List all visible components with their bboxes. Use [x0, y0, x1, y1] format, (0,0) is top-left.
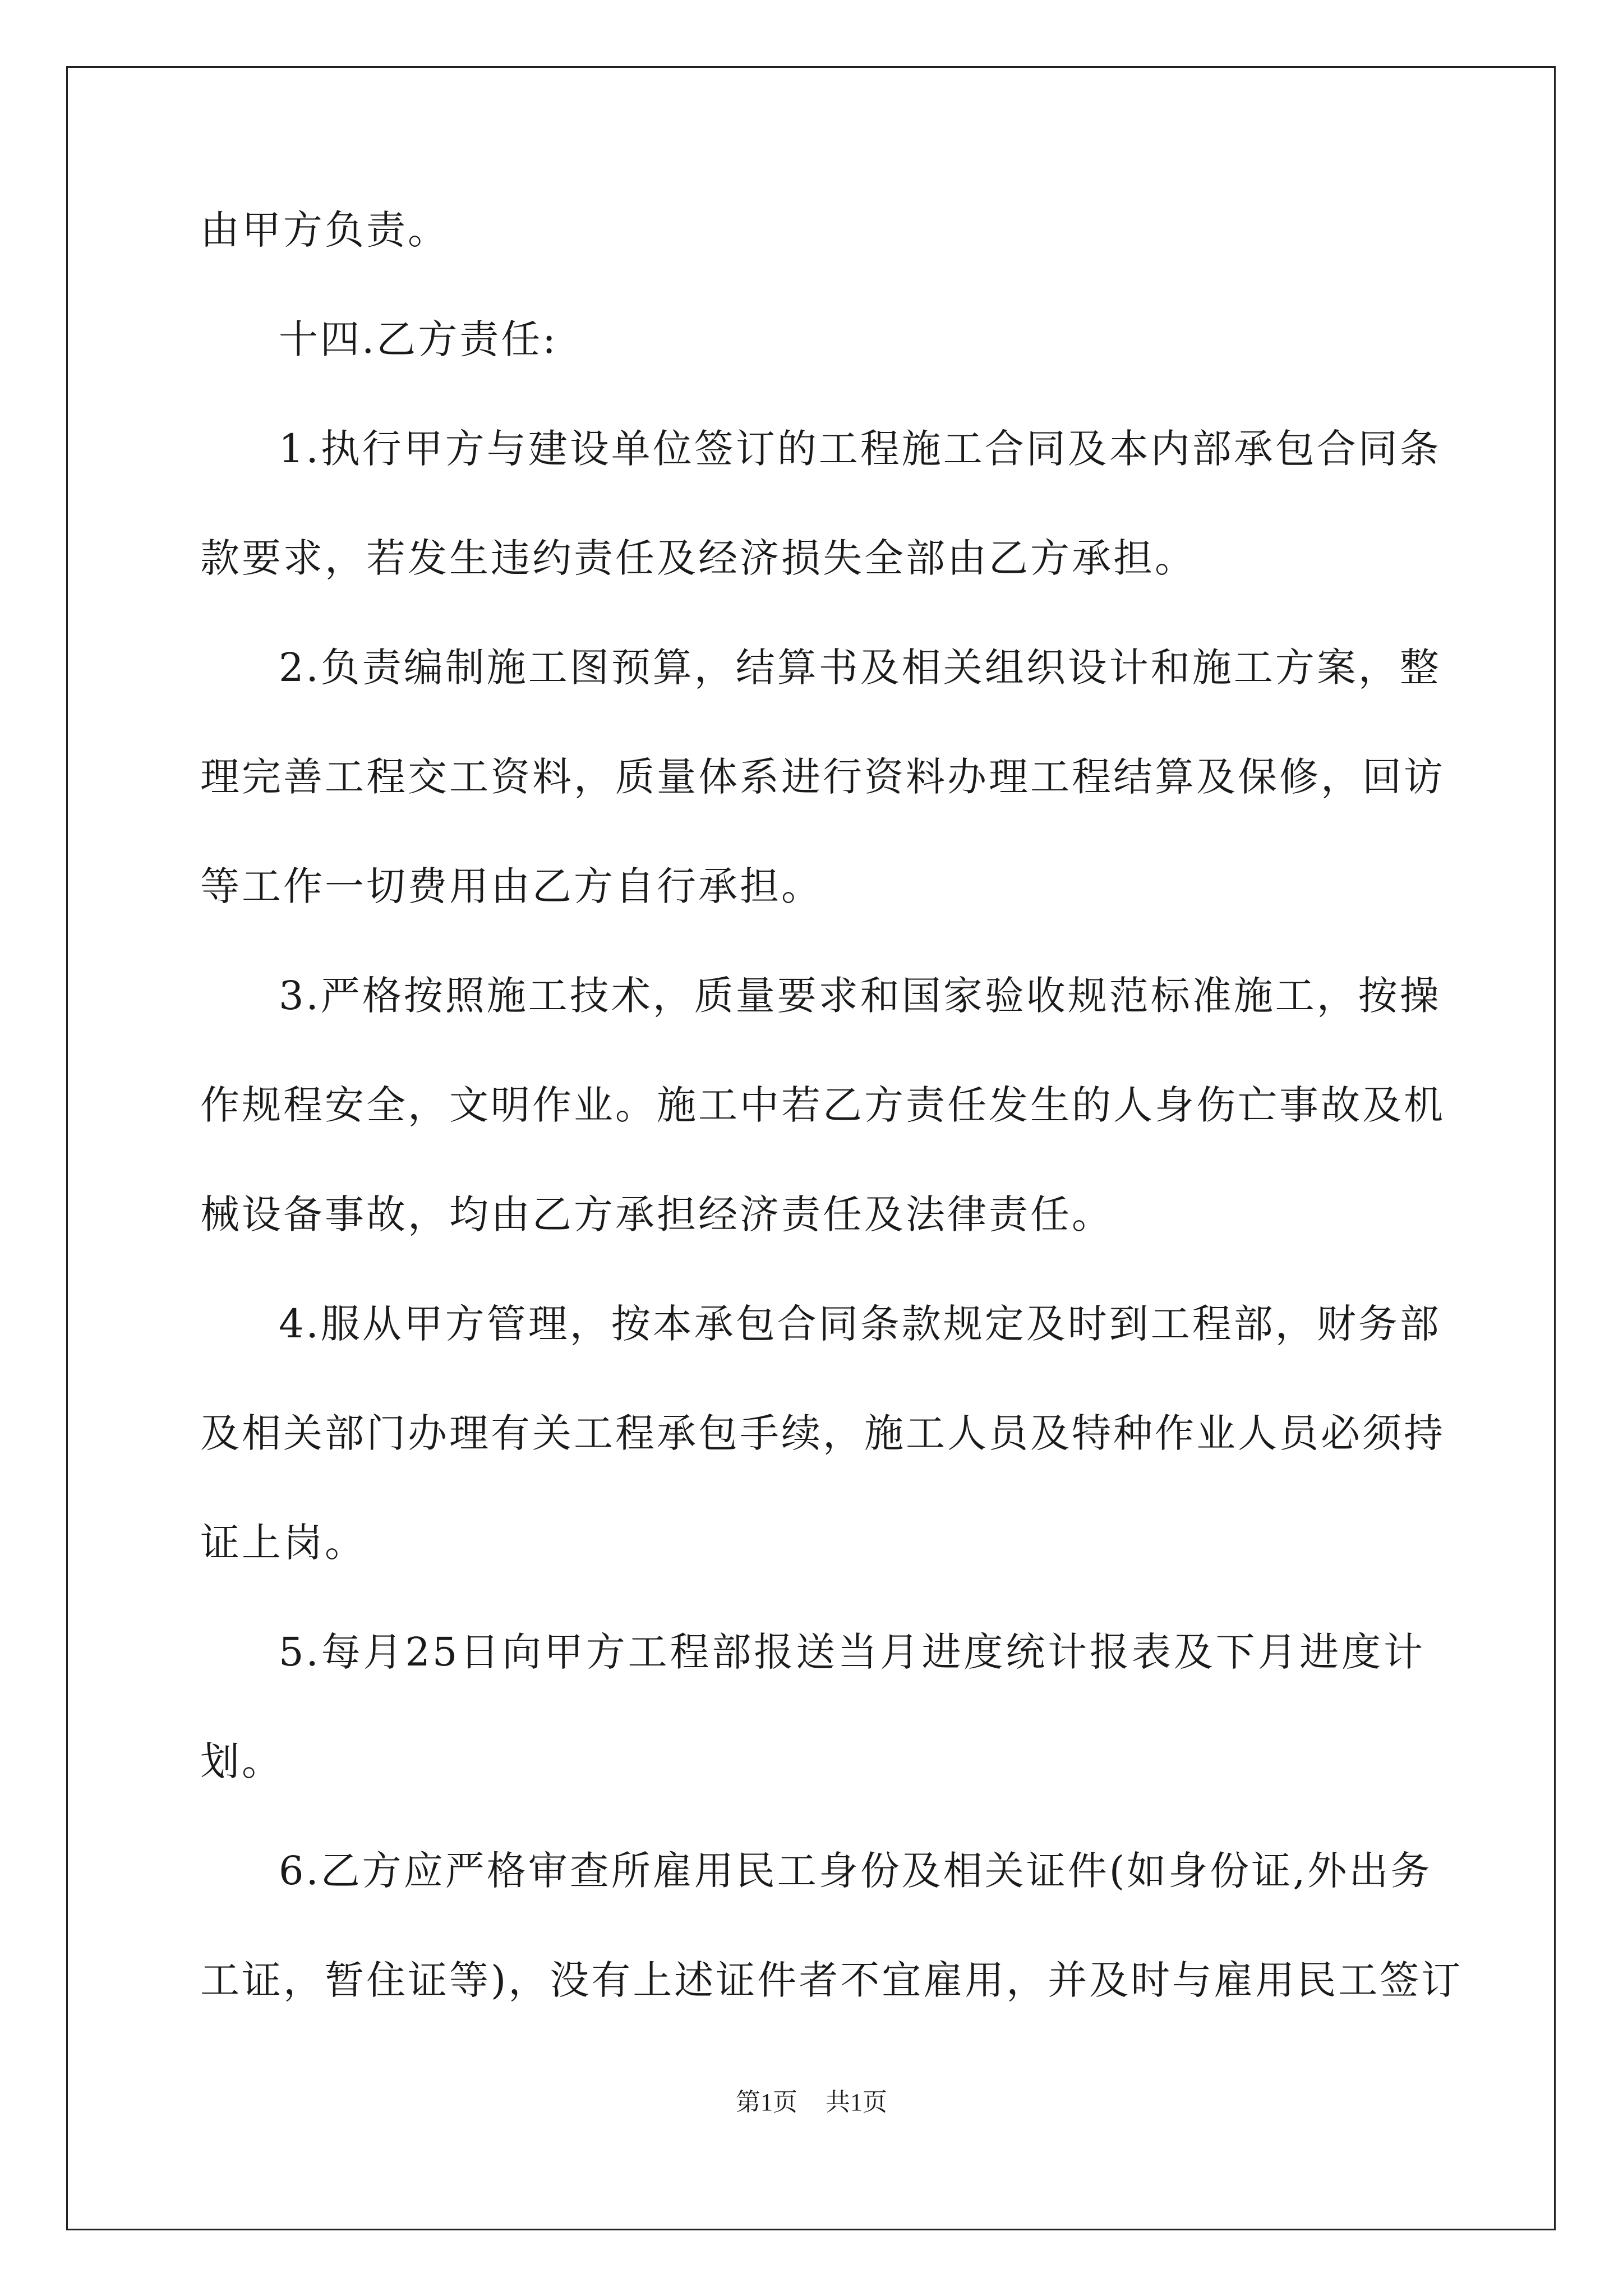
text-line: 2.负责编制施工图预算，结算书及相关组织设计和施工方案，整 [279, 645, 1441, 691]
text-line: 6.乙方应严格审查所雇用民工身份及相关证件(如身份证,外出务 [279, 1848, 1432, 1894]
text-line: 5.每月25日向甲方工程部报送当月进度统计报表及下月进度计 [279, 1629, 1425, 1675]
text-line: 及相关部门办理有关工程承包手续，施工人员及特种作业人员必须持 [200, 1410, 1445, 1456]
page-total: 共1页 [826, 2088, 887, 2116]
text-line: 1.执行甲方与建设单位签订的工程施工合同及本内部承包合同条 [279, 426, 1441, 472]
section-heading: 十四.乙方责任: [279, 316, 558, 362]
text-line: 划。 [200, 1738, 283, 1784]
page-number: 第1页 [736, 2088, 797, 2116]
text-line: 作规程安全，文明作业。施工中若乙方责任发生的人身伤亡事故及机 [200, 1082, 1445, 1128]
text-line: 械设备事故，均由乙方承担经济责任及法律责任。 [200, 1191, 1113, 1237]
text-line: 由甲方负责。 [200, 207, 449, 253]
text-line: 证上岗。 [200, 1520, 366, 1566]
page-footer [0, 2086, 1623, 2119]
text-line: 工证，暂住证等)，没有上述证件者不宜雇用，并及时与雇用民工签订 [200, 1957, 1463, 2003]
text-line: 3.严格按照施工技术，质量要求和国家验收规范标准施工，按操 [279, 973, 1441, 1019]
text-line: 4.服从甲方管理，按本承包合同条款规定及时到工程部，财务部 [279, 1301, 1441, 1347]
document-body [200, 205, 1463, 2064]
text-line: 等工作一切费用由乙方自行承担。 [200, 863, 823, 909]
text-line: 款要求，若发生违约责任及经济损失全部由乙方承担。 [200, 535, 1196, 581]
text-line: 理完善工程交工资料，质量体系进行资料办理工程结算及保修，回访 [200, 754, 1445, 800]
